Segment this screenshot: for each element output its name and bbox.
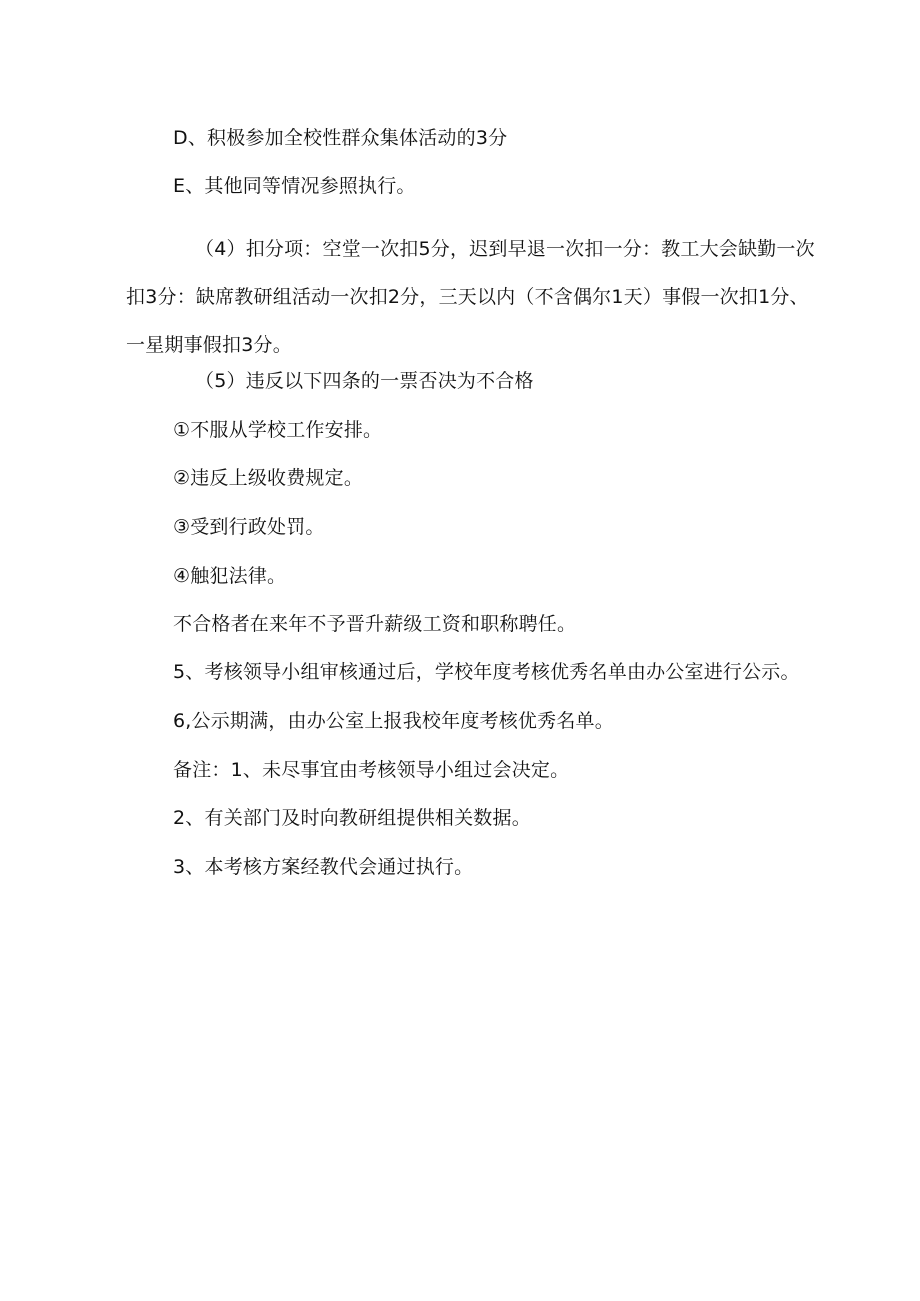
veto-heading: （5）违反以下四条的一票否决为不合格 <box>195 370 534 392</box>
deduction-line-1: （4）扣分项：空堂一次扣5分，迟到早退一次扣一分：教工大会缺勤一次 <box>195 238 815 260</box>
remark-3: 3、本考核方案经教代会通过执行。 <box>173 856 474 878</box>
step-6: 6,公示期满，由办公室上报我校年度考核优秀名单。 <box>173 710 614 732</box>
unqualified-note: 不合格者在来年不予晋升薪级工资和职称聘任。 <box>173 613 577 635</box>
remark-2: 2、有关部门及时向教研组提供相关数据。 <box>173 807 531 829</box>
deduction-line-2: 扣3分：缺席教研组活动一次扣2分，三天以内（不含偶尔1天）事假一次扣1分、 <box>126 286 809 308</box>
veto-item-2: ②违反上级收费规定。 <box>173 467 364 489</box>
veto-item-1: ①不服从学校工作安排。 <box>173 419 383 441</box>
item-e: E、其他同等情况参照执行。 <box>173 175 416 197</box>
remark-1: 备注：1、未尽事宜由考核领导小组过会决定。 <box>173 759 570 781</box>
step-5: 5、考核领导小组审核通过后，学校年度考核优秀名单由办公室进行公示。 <box>173 661 800 683</box>
deduction-line-3: 一星期事假扣3分。 <box>126 334 292 356</box>
veto-item-4: ④触犯法律。 <box>173 565 287 587</box>
veto-item-3: ③受到行政处罚。 <box>173 516 325 538</box>
item-d: D、积极参加全校性群众集体活动的3分 <box>173 127 508 149</box>
deduction-paragraph <box>126 225 836 369</box>
